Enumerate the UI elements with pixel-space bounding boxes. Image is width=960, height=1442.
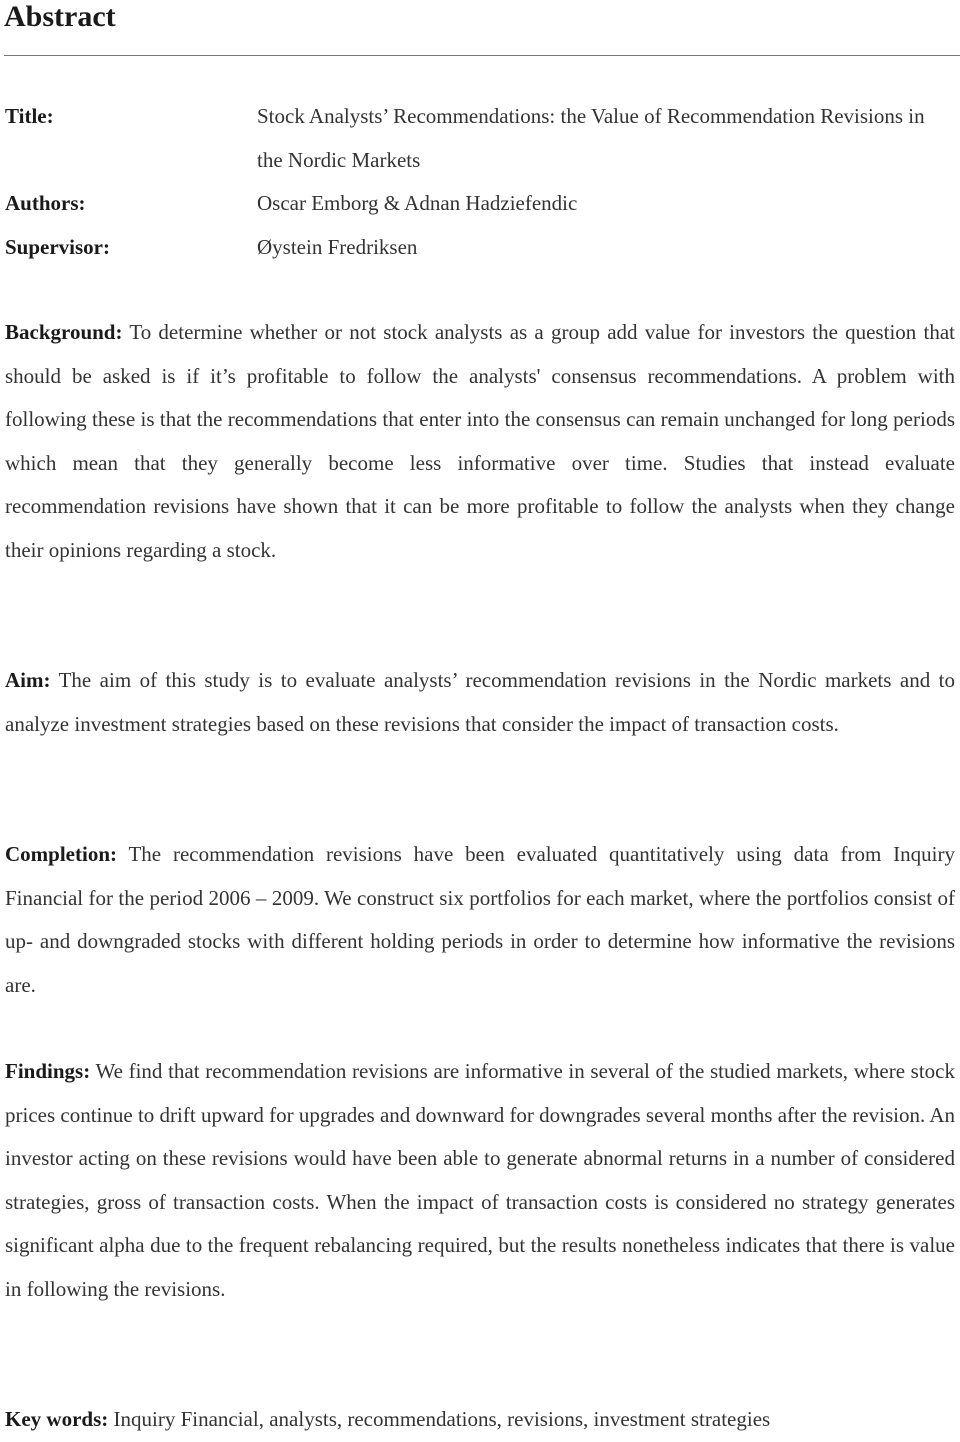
authors-row <box>5 182 955 226</box>
title-value: Stock Analysts’ Recommendations: the Value of Recommendation Revisions in the Nordic Markets <box>257 104 925 172</box>
title-label: Title: <box>5 104 54 128</box>
page-title: Abstract <box>4 0 116 33</box>
aim-text: The aim of this study is to evaluate analysts’ recommendation revisions in the Nordic markets and to analyze investment strategies based on these revisions that consider the impact of transaction costs. <box>5 668 955 736</box>
findings-paragraph <box>5 1050 955 1312</box>
supervisor-label: Supervisor: <box>5 234 110 259</box>
authors-value: Oscar Emborg & Adnan Hadziefendic <box>257 191 578 215</box>
background-label: Background: <box>5 320 123 344</box>
supervisor-value: Øystein Fredriksen <box>257 234 418 259</box>
title-divider <box>4 55 960 56</box>
background-text: To determine whether or not stock analysts as a group add value for investors the question that should be asked is if it’s profitable to follow the analysts' consensus recommendations. A problem with following these is that the recommendations that enter into the consensus can remain unchanged for long periods which mean that they generally become less informative over time. Studies that instead evaluate recommendation revisions have shown that it can be more profitable to follow the analysts when they change their opinions regarding a stock. <box>5 320 955 562</box>
aim-label: Aim: <box>5 668 51 692</box>
keywords-text: Inquiry Financial, analysts, recommendations, revisions, investment strategies <box>113 1407 771 1431</box>
metadata-block <box>5 95 955 269</box>
completion-text: The recommendation revisions have been evaluated quantitatively using data from Inquiry Financial for the period 2006 – 2009. We construct six portfolios for each market, where the portfolios consist of up- and downgraded stocks with different holding periods in order to determine how informative the revisions are. <box>5 842 955 997</box>
title-row <box>5 95 955 182</box>
findings-text: We find that recommendation revisions are informative in several of the studied markets, where stock prices continue to drift upward for upgrades and downward for downgrades several months after the revision. An investor acting on these revisions would have been able to generate abnormal returns in a number of considered strategies, gross of transaction costs. When the impact of transaction costs is considered no strategy generates significant alpha due to the frequent rebalancing required, but the results nonetheless indicates that there is value in following the revisions. <box>5 1059 955 1301</box>
findings-label: Findings: <box>5 1059 91 1083</box>
aim-paragraph <box>5 659 955 746</box>
supervisor-row <box>5 226 955 270</box>
completion-paragraph <box>5 833 955 1007</box>
background-paragraph <box>5 311 955 573</box>
keywords-paragraph <box>5 1398 955 1442</box>
completion-label: Completion: <box>5 842 117 866</box>
authors-label: Authors: <box>5 191 86 215</box>
keywords-label: Key words: <box>5 1407 109 1431</box>
